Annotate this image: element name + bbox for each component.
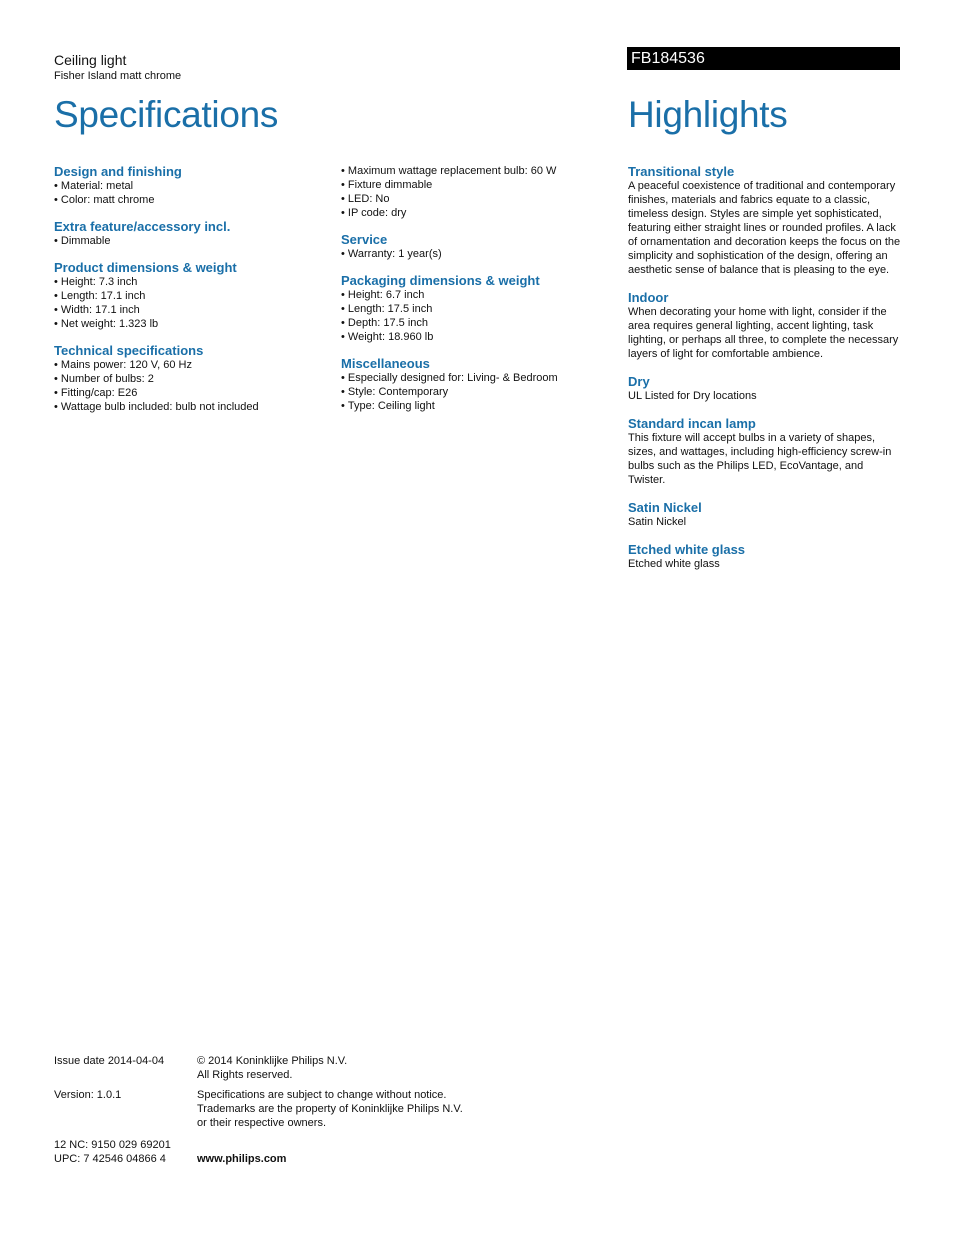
highlight-dry xyxy=(628,374,903,403)
spec-section-title: Product dimensions & weight xyxy=(54,260,237,275)
spec-list xyxy=(54,179,324,207)
highlight-indoor xyxy=(628,290,903,361)
spec-list xyxy=(54,234,324,248)
highlight-title: Standard incan lamp xyxy=(628,416,756,431)
spec-item: • Warranty: 1 year(s) xyxy=(341,247,601,261)
spec-list xyxy=(341,288,601,344)
spec-section-packaging-dimensions-weight xyxy=(341,273,601,344)
spec-section-design-and-finishing xyxy=(54,164,324,207)
product-name: Fisher Island matt chrome xyxy=(54,70,182,82)
spec-item: • Height: 7.3 inch xyxy=(54,275,324,289)
highlight-text: Etched white glass xyxy=(628,558,720,570)
spec-item: • Color: matt chrome xyxy=(54,193,324,207)
highlight-text: Satin Nickel xyxy=(628,516,687,528)
spec-item: • Maximum wattage replacement bulb: 60 W xyxy=(341,164,601,178)
spec-item: • Number of bulbs: 2 xyxy=(54,372,324,386)
spec-section-extra-feature-accessory-incl xyxy=(54,219,324,248)
highlight-standard-incan-lamp xyxy=(628,416,903,487)
notice-line-1: Specifications are subject to change without notice. xyxy=(197,1089,447,1101)
spec-section-title: Miscellaneous xyxy=(341,356,430,371)
spec-item: • Depth: 17.5 inch xyxy=(341,316,601,330)
spec-section-title: Service xyxy=(341,232,388,247)
spec-item: • Style: Contemporary xyxy=(341,385,601,399)
spec-section-continued xyxy=(341,164,601,220)
highlight-transitional-style xyxy=(628,164,903,277)
spec-item: • Length: 17.1 inch xyxy=(54,289,324,303)
spec-item: • Fitting/cap: E26 xyxy=(54,386,324,400)
highlight-title: Transitional style xyxy=(628,164,735,179)
spec-item: • Height: 6.7 inch xyxy=(341,288,601,302)
spec-item: • Net weight: 1.323 lb xyxy=(54,317,324,331)
spec-list xyxy=(341,247,601,261)
spec-section-miscellaneous xyxy=(341,356,601,413)
highlight-title: Indoor xyxy=(628,290,669,305)
website-link[interactable]: www.philips.com xyxy=(197,1153,287,1165)
highlights-title: Highlights xyxy=(628,94,788,135)
spec-item: • IP code: dry xyxy=(341,206,601,220)
specs-column-1 xyxy=(54,164,324,426)
spec-item: • Especially designed for: Living- & Bedroom xyxy=(341,371,601,385)
specifications-title: Specifications xyxy=(54,94,279,135)
highlight-text: This fixture will accept bulbs in a variety of shapes, sizes, and wattages, including high-efficiency screw-in bulbs such as the Philips LED, EcoVantage, and Twister. xyxy=(628,432,892,486)
spec-section-title: Extra feature/accessory incl. xyxy=(54,219,231,234)
notice-line-2: Trademarks are the property of Koninklijke Philips N.V. xyxy=(197,1103,463,1115)
highlight-text: UL Listed for Dry locations xyxy=(628,390,757,402)
spec-list xyxy=(54,358,324,414)
spec-item: • Width: 17.1 inch xyxy=(54,303,324,317)
spec-section-product-dimensions-weight xyxy=(54,260,324,331)
spec-section-technical-specifications xyxy=(54,343,324,414)
highlight-text: When decorating your home with light, consider if the area requires general lighting, accent lighting, task lighting, or perhaps all three, to complete the necessary layers of light for comfortable ambience. xyxy=(628,306,899,360)
highlight-title: Dry xyxy=(628,374,650,389)
spec-item: • Wattage bulb included: bulb not included xyxy=(54,400,324,414)
highlight-etched-white-glass xyxy=(628,542,903,571)
spec-list xyxy=(341,371,601,413)
highlight-text: A peaceful coexistence of traditional and contemporary finishes, materials and fabrics equate to a classic, timeless design. Styles are simple yet sophisticated, featuring either straight lines or rounded profiles. A lack of ornamentation and decoration keeps the focus on the simplicity and sophistication of the design, offering an aesthetic sense of balance that is pleasing to the eye. xyxy=(628,180,901,276)
spec-item: • Weight: 18.960 lb xyxy=(341,330,601,344)
version: Version: 1.0.1 xyxy=(54,1089,122,1101)
spec-section-service xyxy=(341,232,601,261)
nc-code: 12 NC: 9150 029 69201 xyxy=(54,1139,171,1151)
model-number-bar: FB184536 xyxy=(627,47,900,70)
spec-list xyxy=(54,275,324,331)
spec-item: • LED: No xyxy=(341,192,601,206)
copyright-line-2: All Rights reserved. xyxy=(197,1069,293,1081)
spec-item: • Mains power: 120 V, 60 Hz xyxy=(54,358,324,372)
highlight-title: Satin Nickel xyxy=(628,500,702,515)
specs-column-2 xyxy=(341,164,601,425)
highlights-column xyxy=(628,164,903,584)
notice-line-3: or their respective owners. xyxy=(197,1117,326,1129)
spec-item: • Length: 17.5 inch xyxy=(341,302,601,316)
spec-item: • Fixture dimmable xyxy=(341,178,601,192)
highlight-satin-nickel xyxy=(628,500,903,529)
spec-section-title: Packaging dimensions & weight xyxy=(341,273,540,288)
highlight-title: Etched white glass xyxy=(628,542,746,557)
copyright-line-1: © 2014 Koninklijke Philips N.V. xyxy=(197,1055,348,1067)
issue-date: Issue date 2014-04-04 xyxy=(54,1055,165,1067)
upc-code: UPC: 7 42546 04866 4 xyxy=(54,1153,166,1165)
spec-list xyxy=(341,164,601,220)
spec-section-title: Technical specifications xyxy=(54,343,204,358)
spec-item: • Type: Ceiling light xyxy=(341,399,601,413)
spec-section-title: Design and finishing xyxy=(54,164,182,179)
spec-item: • Material: metal xyxy=(54,179,324,193)
product-type: Ceiling light xyxy=(54,52,127,68)
spec-item: • Dimmable xyxy=(54,234,324,248)
